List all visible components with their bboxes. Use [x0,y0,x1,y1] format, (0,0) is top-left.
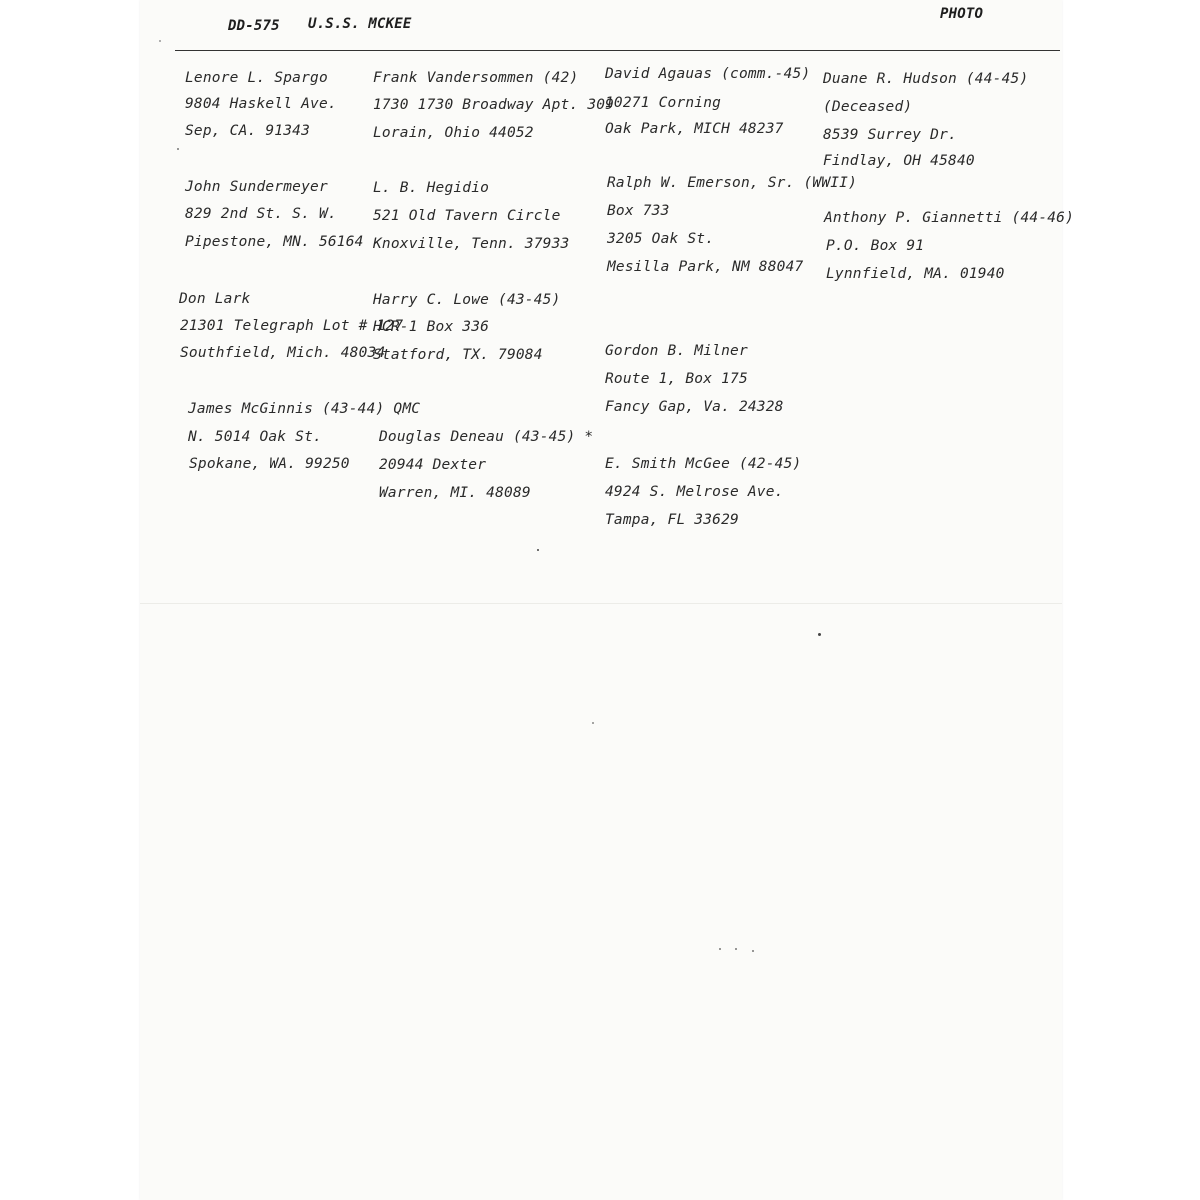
paper-speck [159,40,161,42]
address-line: Anthony P. Giannetti (44-46) [824,210,1075,226]
address-line: Lynnfield, MA. 01940 [826,266,1005,282]
address-line: Fancy Gap, Va. 24328 [605,399,784,415]
address-line: HCR-1 Box 336 [373,319,490,335]
address-line: Tampa, FL 33629 [605,512,739,528]
address-line: 8539 Surrey Dr. [823,127,957,143]
address-line: Frank Vandersommen (42) [373,70,579,86]
address-line: 4924 S. Melrose Ave. [605,484,784,500]
address-line: Duane R. Hudson (44-45) [823,71,1029,87]
address-line: Gordon B. Milner [605,343,748,359]
address-line: 829 2nd St. S. W. [185,206,337,222]
paper-speck [719,948,721,950]
address-line: James McGinnis (43-44) QMC [188,401,421,417]
address-line: 20944 Dexter [379,457,487,473]
paper-speck [592,722,594,724]
address-line: 521 Old Tavern Circle [373,208,561,224]
address-line: Knoxville, Tenn. 37933 [373,236,570,252]
address-line: L. B. Hegidio [373,180,490,196]
paper-speck [177,148,179,150]
address-line: Lorain, Ohio 44052 [373,125,534,141]
address-line: 9804 Haskell Ave. [185,96,337,112]
address-line: Mesilla Park, NM 88047 [607,259,804,275]
address-line: Statford, TX. 79084 [373,347,543,363]
paper-speck [818,633,821,636]
address-line: E. Smith McGee (42-45) [605,456,802,472]
address-line: Spokane, WA. 99250 [189,456,350,472]
address-line: John Sundermeyer [185,179,328,195]
photo-label: PHOTO [940,6,984,22]
paper-speck [537,549,539,551]
address-line: Route 1, Box 175 [605,371,748,387]
address-line: Ralph W. Emerson, Sr. (WWII) [607,175,858,191]
address-line: Warren, MI. 48089 [379,485,531,501]
address-line: David Agauas (comm.-45) [605,66,811,82]
address-line: Box 733 [607,203,670,219]
address-line: Southfield, Mich. 48034 [180,345,386,361]
paper-speck [735,948,737,950]
address-line: Oak Park, MICH 48237 [605,121,784,137]
address-line: 10271 Corning [605,95,722,111]
address-line: Harry C. Lowe (43-45) [373,292,561,308]
paper-speck [752,950,754,952]
address-line: (Deceased) [823,99,913,115]
address-line: Sep, CA. 91343 [185,123,311,139]
address-line: P.O. Box 91 [826,238,925,254]
address-line: 1730 1730 Broadway Apt. 309 [373,97,615,113]
paper-fold-crease [140,603,1062,604]
hull-number: DD-575 [228,18,280,34]
address-line: Douglas Deneau (43-45) * [379,429,594,445]
header-rule [175,50,1060,51]
address-line: Pipestone, MN. 56164 [185,234,364,250]
ship-name: U.S.S. MCKEE [308,16,412,32]
address-line: N. 5014 Oak St. [188,429,322,445]
address-line: Lenore L. Spargo [185,70,328,86]
address-line: 3205 Oak St. [607,231,715,247]
address-line: 21301 Telegraph Lot # 127 [180,318,404,334]
address-line: Don Lark [179,291,251,307]
address-line: Findlay, OH 45840 [823,153,975,169]
